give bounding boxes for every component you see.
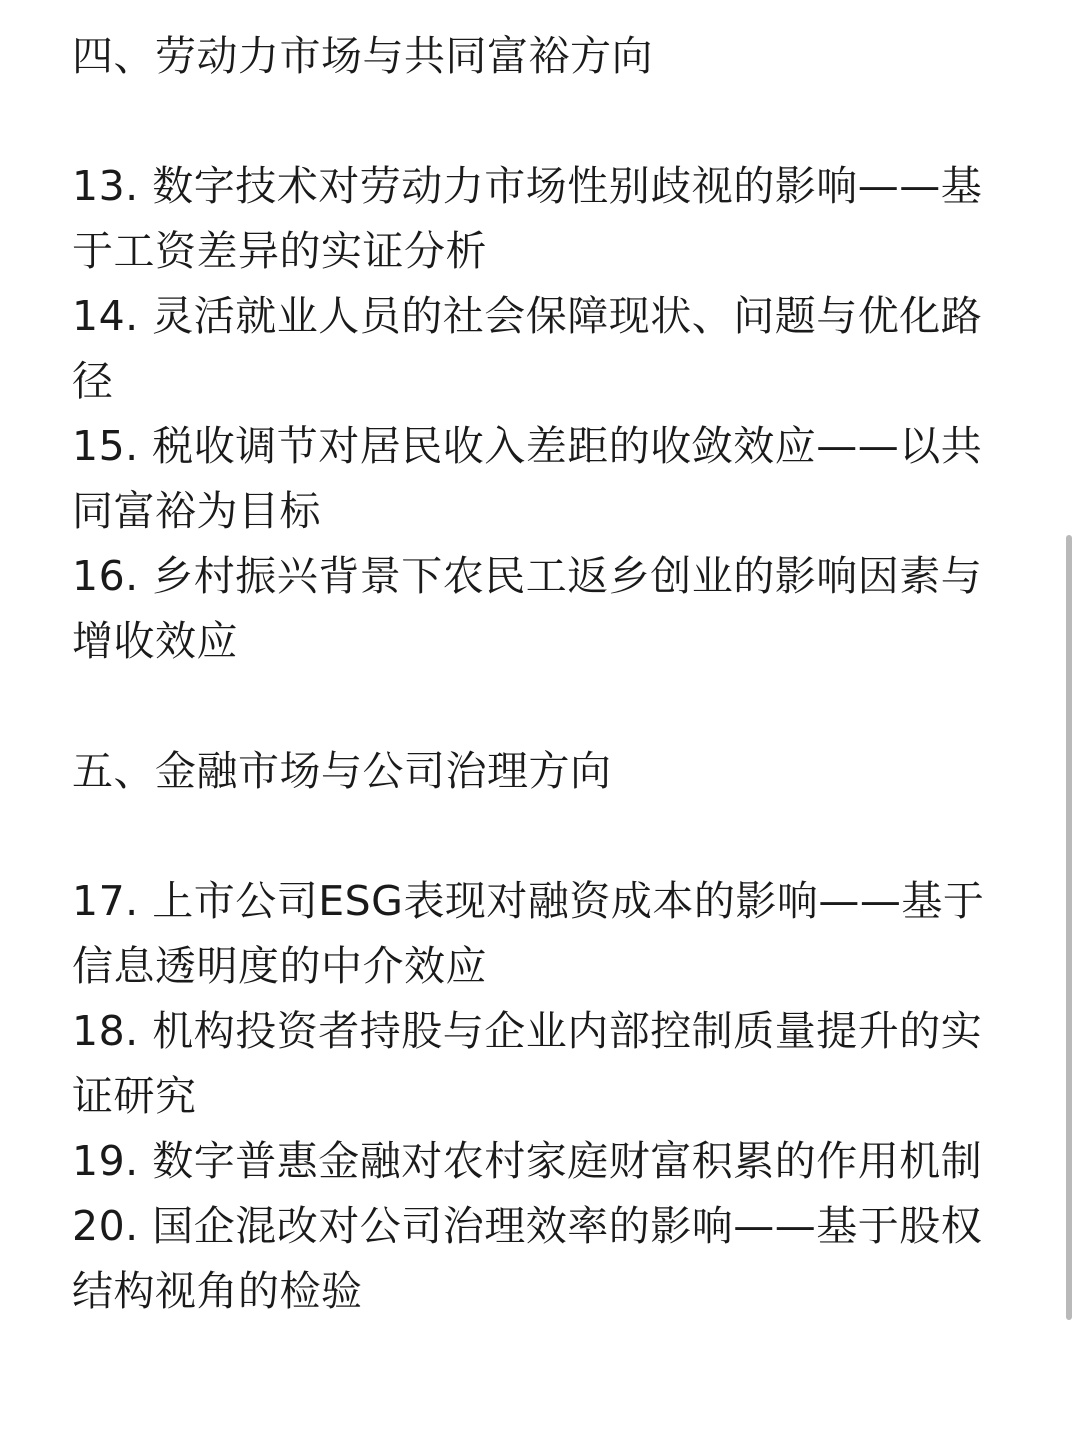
list-item-18 bbox=[72, 999, 1012, 1129]
list-item-20 bbox=[72, 1194, 1012, 1324]
list-item-19 bbox=[72, 1129, 1012, 1194]
list-item-13 bbox=[72, 154, 1012, 284]
section-gap bbox=[72, 89, 1012, 154]
list-item-line: 14. 灵活就业人员的社会保障现状、问题与优化路 bbox=[72, 292, 983, 340]
list-item-line: 信息透明度的中介效应 bbox=[72, 942, 487, 990]
section-title-labor-market: 四、劳动力市场与共同富裕方向 bbox=[72, 32, 653, 80]
section-gap bbox=[72, 804, 1012, 869]
list-item-line: 19. 数字普惠金融对农村家庭财富积累的作用机制 bbox=[72, 1137, 983, 1185]
list-item-line: 18. 机构投资者持股与企业内部控制质量提升的实 bbox=[72, 1007, 983, 1055]
vertical-scrollbar[interactable] bbox=[1066, 535, 1072, 1320]
list-item-line: 增收效应 bbox=[72, 617, 238, 665]
list-item-line: 20. 国企混改对公司治理效率的影响——基于股权 bbox=[72, 1202, 983, 1250]
list-item-16 bbox=[72, 544, 1012, 674]
section-title-finance-governance: 五、金融市场与公司治理方向 bbox=[72, 747, 612, 795]
list-item-line: 15. 税收调节对居民收入差距的收敛效应——以共 bbox=[72, 422, 983, 470]
list-item-line: 于工资差异的实证分析 bbox=[72, 227, 487, 275]
document-body bbox=[72, 24, 1012, 1324]
list-item-line: 13. 数字技术对劳动力市场性别歧视的影响——基 bbox=[72, 162, 983, 210]
list-item-14 bbox=[72, 284, 1012, 414]
list-item-line: 证研究 bbox=[72, 1072, 197, 1120]
list-item-17 bbox=[72, 869, 1012, 999]
list-item-line: 径 bbox=[72, 357, 114, 405]
list-item-line: 同富裕为目标 bbox=[72, 487, 321, 535]
list-item-15 bbox=[72, 414, 1012, 544]
list-item-line: 16. 乡村振兴背景下农民工返乡创业的影响因素与 bbox=[72, 552, 983, 600]
list-item-line: 结构视角的检验 bbox=[72, 1267, 363, 1315]
section-gap bbox=[72, 674, 1012, 739]
list-item-line: 17. 上市公司ESG表现对融资成本的影响——基于 bbox=[72, 877, 985, 925]
